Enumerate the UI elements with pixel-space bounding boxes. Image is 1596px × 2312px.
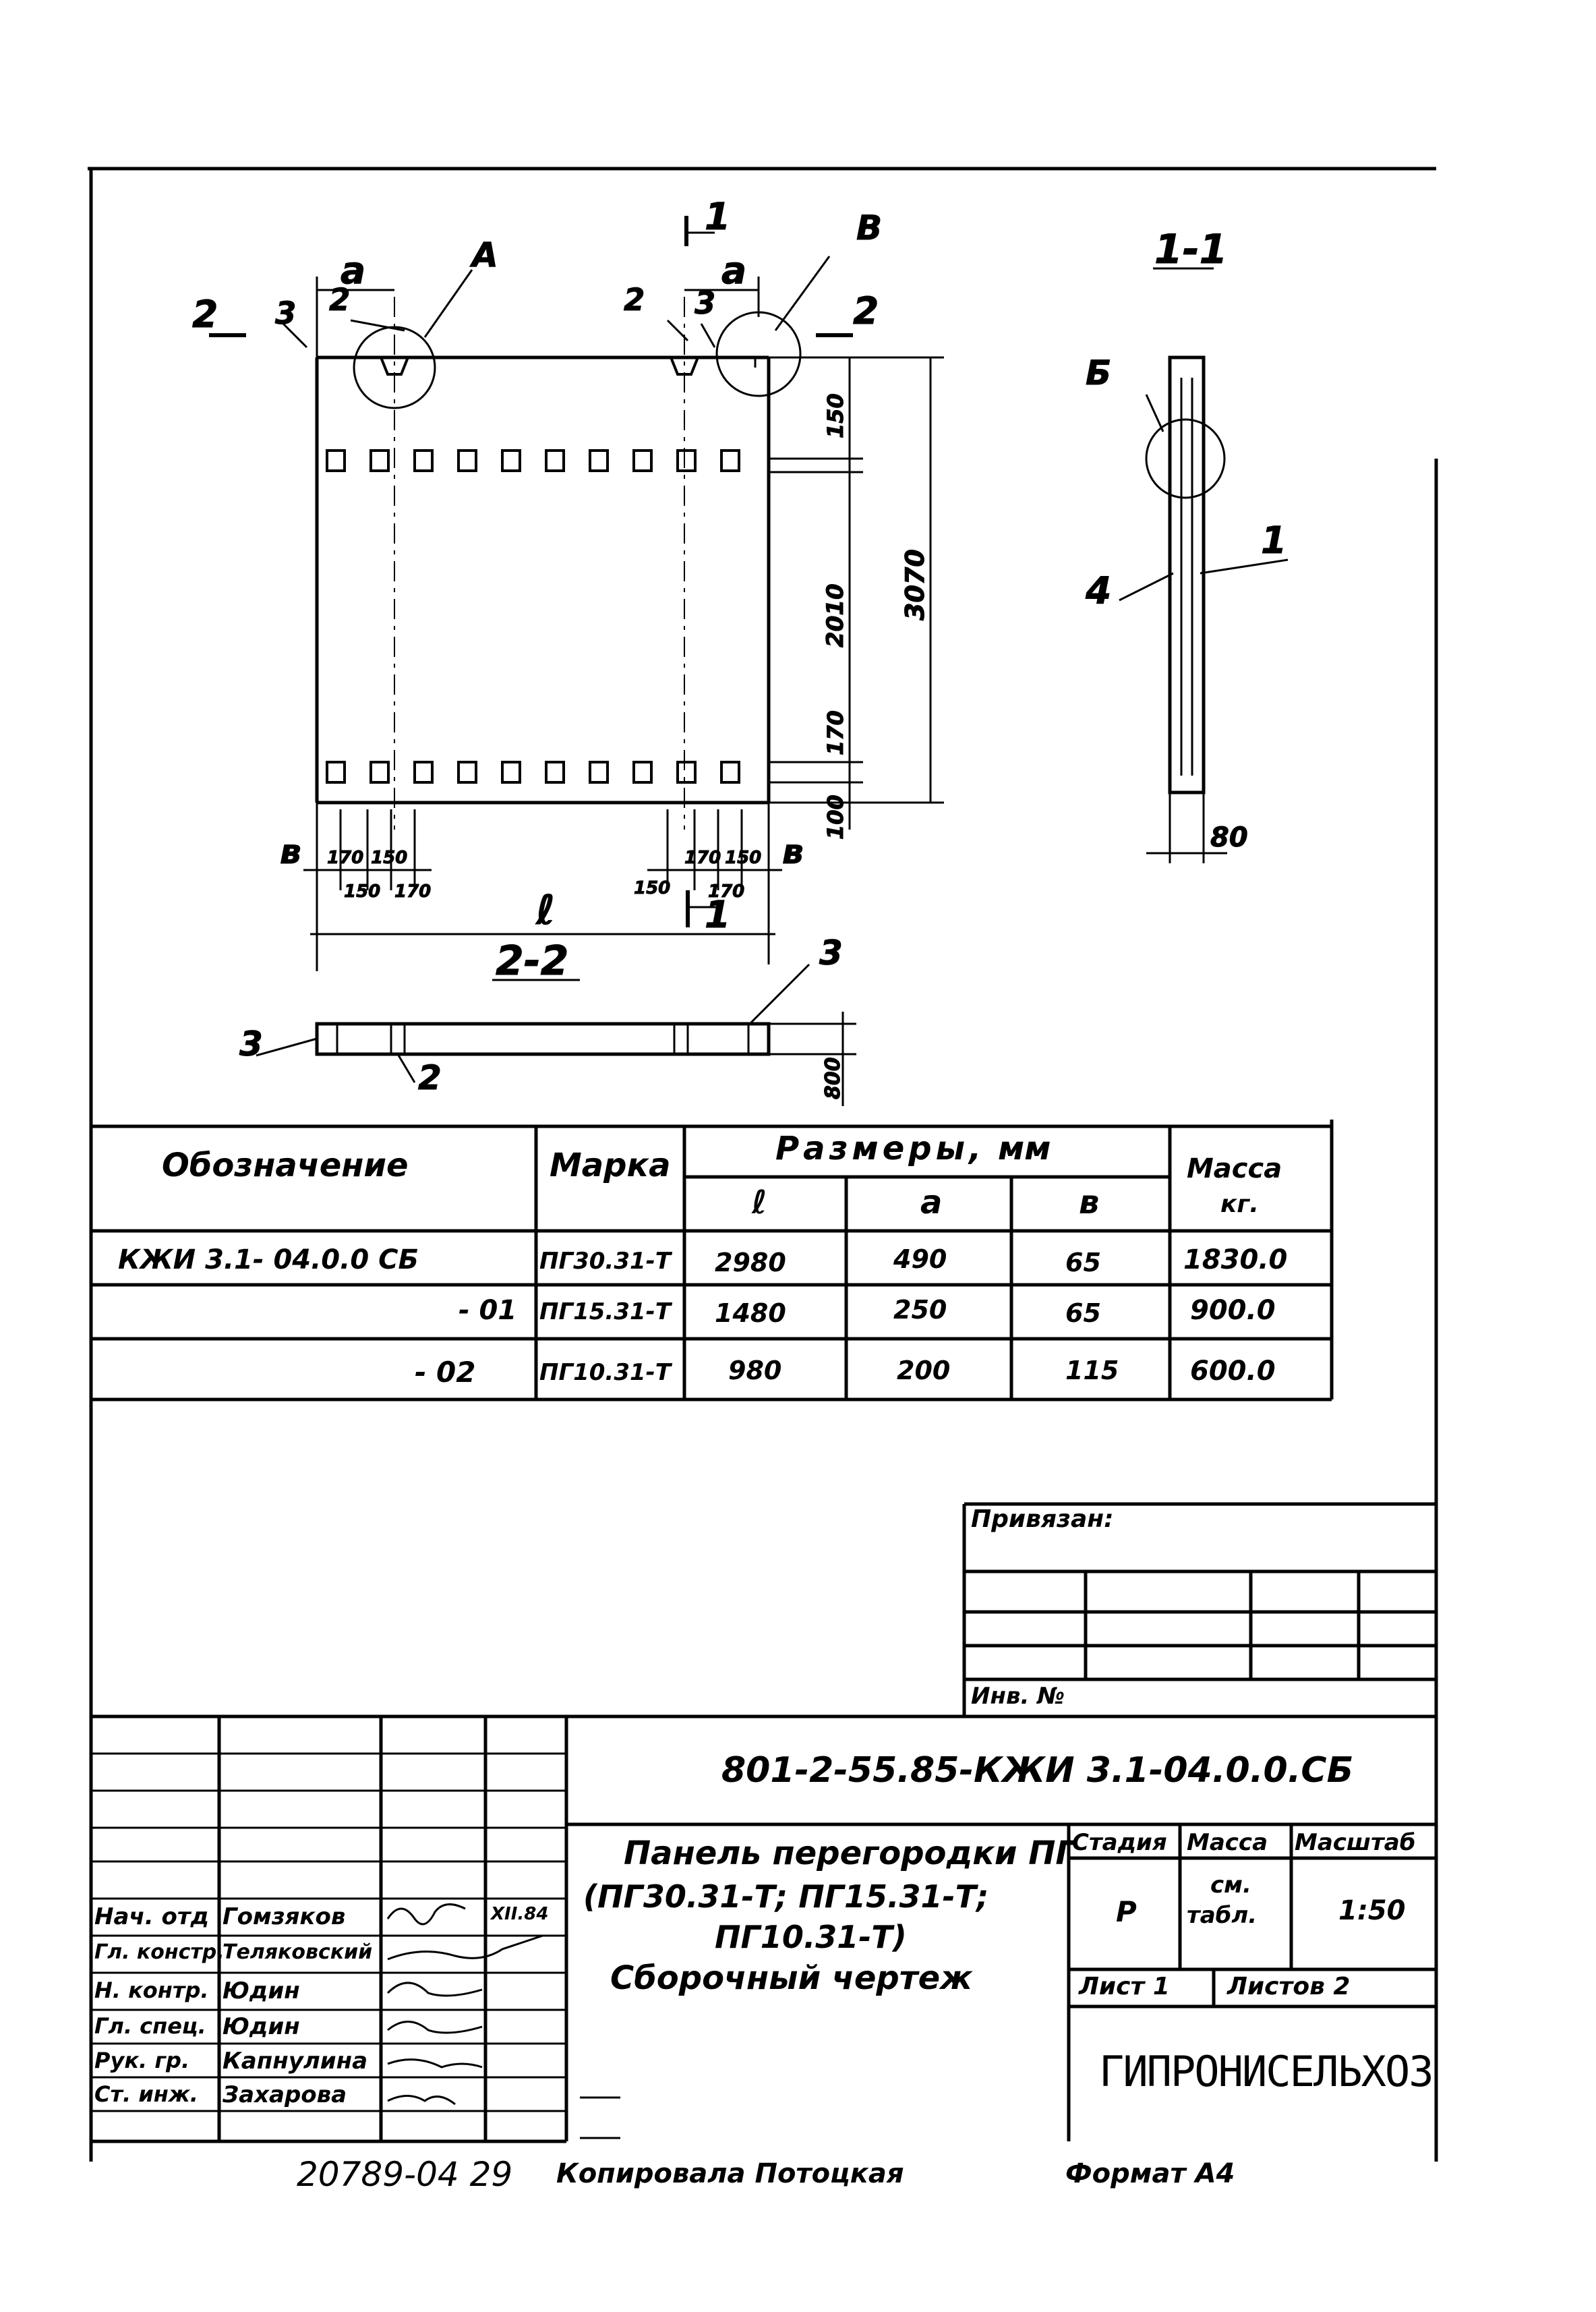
dim-800: 800 [821, 1057, 845, 1099]
row1-b: 65 [1065, 1248, 1101, 1277]
stage-label: Стадия [1072, 1829, 1167, 1856]
staff-name-2: Теляковский [223, 1940, 373, 1964]
row2-l: 1480 [715, 1298, 786, 1328]
callout-circle-v [717, 312, 800, 396]
staff-name-1: Гомзяков [223, 1903, 346, 1930]
signature-date: XII.84 [491, 1904, 549, 1924]
dim-a-right: a [721, 249, 747, 292]
sheet-label: Лист 1 [1079, 1973, 1170, 2000]
row3-l: 980 [728, 1356, 782, 1385]
header-dimensions: Размеры, [775, 1130, 986, 1167]
mass-label: Масса [1187, 1829, 1268, 1856]
cut-mark-2-right: 2 [853, 289, 879, 333]
sheets-label: Листов 2 [1227, 1973, 1351, 2000]
panel-front-view [317, 297, 800, 830]
pos-3-left: 3 [275, 295, 297, 331]
pos-4-section: 4 [1086, 569, 1112, 612]
row3-designation: - 02 [415, 1356, 476, 1389]
staff-name-3: Юдин [223, 1977, 300, 2004]
header-designation: Обозначение [162, 1147, 409, 1184]
binding-title: Привязан: [971, 1505, 1114, 1533]
row2-b: 65 [1065, 1298, 1101, 1328]
footer-inventory: 20789-04 29 [297, 2155, 513, 2194]
inv-label: Инв. № [971, 1683, 1065, 1710]
footer-copied: Копировала Потоцкая [556, 2158, 904, 2189]
drawing-labels [192, 195, 1287, 1099]
mass-value-1: см. [1210, 1872, 1251, 1899]
row1-designation: КЖИ 3.1- 04.0.0 СБ [118, 1244, 419, 1275]
dim-150-br: 150 [634, 878, 671, 898]
row3-mass: 600.0 [1190, 1356, 1276, 1387]
dim-a-left: a [341, 249, 366, 292]
staff-name-6: Захарова [223, 2081, 347, 2108]
dim-150-right: 150 [823, 393, 848, 438]
title-line-3: ПГ10.31-Т) [715, 1919, 907, 1955]
callout-circle-b [1146, 420, 1224, 498]
staff-role-1: Нач. отд [94, 1903, 210, 1930]
scale-label: Масштаб [1295, 1829, 1416, 1856]
dim-170-right: 170 [823, 710, 848, 755]
scale-value: 1:50 [1338, 1895, 1406, 1926]
header-l: ℓ [752, 1184, 767, 1221]
dim-l: ℓ [536, 887, 556, 934]
row1-a: 490 [893, 1244, 947, 1274]
staff-role-2: Гл. констр. [94, 1940, 225, 1964]
openings-top-row [327, 451, 739, 471]
dim-100-right: 100 [823, 794, 848, 840]
callout-a-label: А [472, 235, 498, 274]
staff-name-4: Юдин [223, 2013, 300, 2040]
organization-name: ГИПРОНИСЕЛЬХОЗ [1099, 2047, 1433, 2096]
dim-170-bl2: 170 [327, 848, 364, 868]
header-mass-unit: кг. [1220, 1190, 1259, 1218]
header-units: мм [998, 1130, 1051, 1167]
pos-1-section: 1 [1261, 519, 1287, 562]
footer-format: Формат А4 [1065, 2158, 1235, 2189]
pos-3-right: 3 [694, 285, 716, 321]
title-line-1: Панель перегородки ПГ [624, 1834, 1076, 1872]
callout-v-label: В [856, 208, 883, 248]
dim-2010: 2010 [822, 583, 849, 647]
staff-role-5: Рук. гр. [94, 2048, 190, 2073]
cut-mark-1-bottom: 1 [705, 893, 731, 936]
row1-mass: 1830.0 [1183, 1244, 1288, 1275]
row2-a: 250 [893, 1295, 947, 1325]
staff-role-6: Ст. инж. [94, 2081, 198, 2107]
signatures [388, 1905, 543, 2104]
document-code: 801-2-55.85-КЖИ 3.1-04.0.0.СБ [721, 1750, 1354, 1791]
staff-name-5: Капнулина [223, 2048, 368, 2075]
dim-v-right: в [782, 832, 804, 871]
header-b: в [1079, 1184, 1100, 1221]
header-mass: Масса [1187, 1153, 1282, 1184]
title-line-4: Сборочный чертеж [610, 1959, 972, 1997]
row3-a: 200 [897, 1356, 951, 1385]
row3-mark: ПГ10.31-Т [539, 1359, 671, 1386]
mass-value-2: табл. [1187, 1902, 1258, 1929]
cut-mark-1-top: 1 [705, 195, 731, 238]
stage-value: Р [1116, 1895, 1137, 1928]
section-1-1-view [1119, 268, 1288, 863]
dim-v-left: в [280, 832, 301, 871]
view-label-1-1: 1-1 [1154, 226, 1228, 273]
row2-mass: 900.0 [1190, 1295, 1276, 1326]
cut-mark-2-left: 2 [192, 293, 218, 336]
dim-170-br: 170 [708, 882, 745, 902]
dim-170-bl: 170 [394, 882, 432, 902]
dim-3070: 3070 [900, 549, 930, 620]
callout-b-label: Б [1086, 353, 1112, 393]
row2-designation: - 01 [459, 1295, 517, 1326]
staff-role-4: Гл. спец. [94, 2013, 206, 2039]
dim-170-br2: 170 [684, 848, 721, 868]
dim-80: 80 [1210, 822, 1248, 853]
pos-2-left: 2 [329, 282, 351, 318]
staff-role-3: Н. контр. [94, 1977, 209, 2003]
pos-2-right: 2 [624, 282, 645, 318]
pos-2-section22: 2 [418, 1058, 442, 1097]
pos-3-section22-left: 3 [239, 1024, 263, 1064]
title-line-2: (ПГ30.31-Т; ПГ15.31-Т; [583, 1878, 989, 1915]
row1-mark: ПГ30.31-Т [539, 1248, 671, 1275]
view-label-2-2: 2-2 [496, 937, 569, 985]
header-mark: Марка [550, 1147, 671, 1184]
dim-150-bl: 150 [344, 882, 381, 902]
row3-b: 115 [1065, 1356, 1119, 1385]
openings-bottom-row [327, 762, 739, 782]
row2-mark: ПГ15.31-Т [539, 1298, 671, 1325]
header-a: a [920, 1184, 943, 1221]
dim-150-bl2: 150 [371, 848, 408, 868]
row1-l: 2980 [715, 1248, 786, 1277]
section-2-2-view [256, 964, 856, 1106]
dim-150-br2: 150 [725, 848, 762, 868]
pos-3-section22-right: 3 [819, 933, 843, 973]
